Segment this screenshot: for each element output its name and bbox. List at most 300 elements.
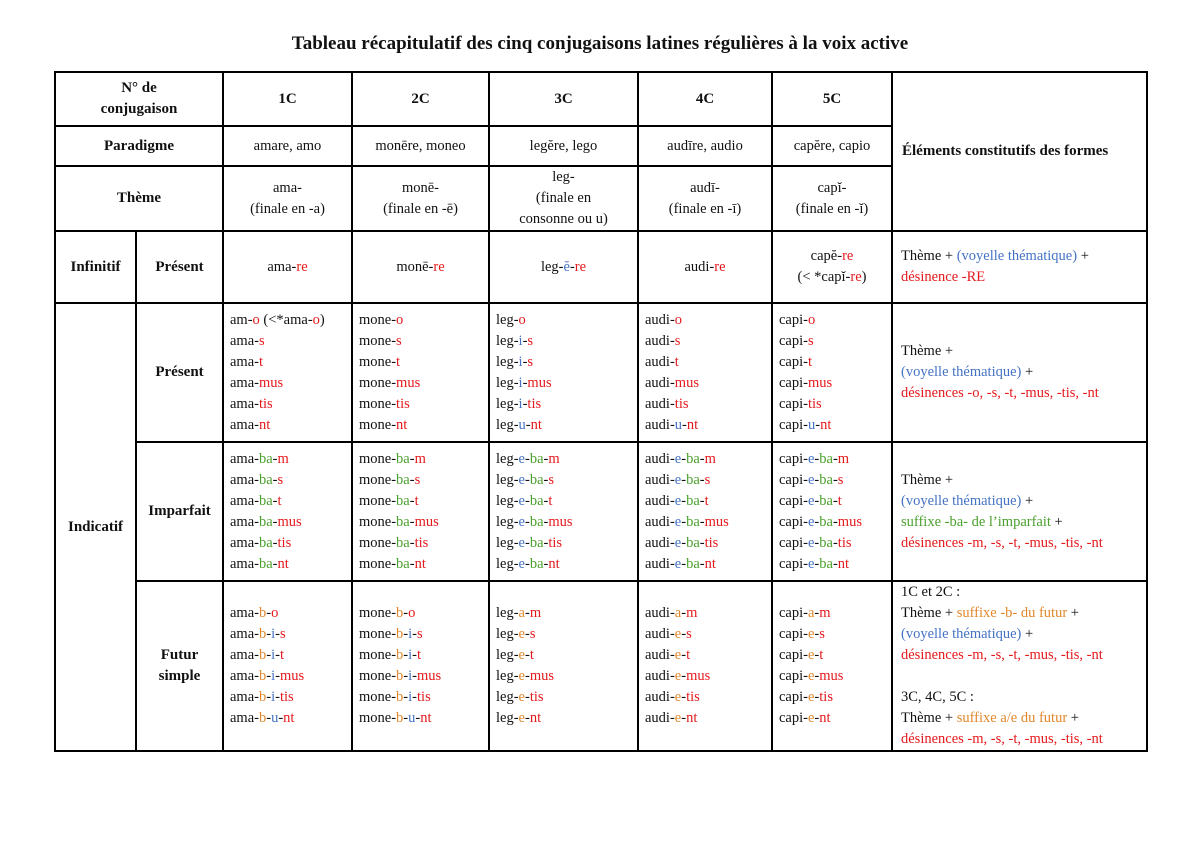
form-segment: ama- [230, 647, 259, 663]
form-segment: - [412, 626, 418, 642]
form-segment: - [275, 668, 280, 684]
form-segment: ba [258, 450, 273, 467]
form-segment: o [252, 311, 260, 328]
form-segment: e [807, 668, 815, 684]
form-segment: tis [819, 689, 833, 705]
form-line [359, 331, 482, 352]
form-segment: b [396, 626, 404, 642]
form-segment: - [814, 513, 820, 530]
form-segment: b [258, 605, 267, 621]
form-segment: - [415, 710, 421, 726]
form-line [645, 512, 765, 533]
form-segment: ama- [230, 668, 259, 684]
form-segment: - [524, 689, 530, 705]
form-segment: audi- [645, 689, 675, 705]
form-segment: t [837, 492, 842, 509]
conj-label-line-2: conjugaison [100, 101, 178, 117]
form-line [359, 666, 482, 687]
theme-line: leg- [552, 169, 575, 185]
imparfait-row [55, 442, 1147, 581]
theme-3c [489, 166, 638, 231]
form-segment: e [518, 513, 525, 530]
form-segment: - [522, 353, 528, 370]
form-segment: - [814, 605, 820, 621]
form-segment: - [814, 689, 820, 705]
form-segment: ba [529, 471, 544, 488]
form-segment: mone- [359, 647, 397, 663]
form-segment: nt [837, 555, 850, 572]
form-line [496, 491, 631, 512]
form-segment: e [518, 668, 525, 684]
form-segment: - [409, 534, 415, 551]
infinitif-row [55, 231, 1147, 303]
form-segment: tis [674, 395, 689, 412]
imparfait-5c [772, 442, 892, 581]
form-segment: e [674, 647, 682, 663]
form-segment: - [266, 710, 272, 726]
form-segment: mus [704, 513, 729, 530]
form-segment: + [1077, 248, 1089, 264]
form-segment: o [408, 605, 416, 621]
form-segment: capi- [779, 471, 808, 488]
form-segment: s [674, 332, 681, 349]
form-segment: s [686, 626, 692, 642]
form-line [359, 257, 482, 278]
form-segment: a [807, 605, 815, 621]
form-segment: leg- [496, 534, 519, 551]
form-segment: - [409, 450, 415, 467]
form-segment: t [807, 353, 813, 370]
form-segment: mone- [359, 332, 397, 349]
form-segment: + [1067, 710, 1079, 726]
imparfait-2c [352, 442, 489, 581]
form-line [359, 352, 482, 373]
form-segment: - [681, 513, 687, 530]
form-segment: capĕ- [810, 248, 843, 264]
form-segment: capi- [779, 668, 808, 684]
theme-line: monē- [401, 179, 440, 196]
form-line [496, 687, 631, 708]
form-line [359, 603, 482, 624]
form-segment: leg- [496, 450, 519, 467]
form-segment: mone- [359, 534, 397, 551]
conjugation-table [54, 71, 1148, 752]
form-segment: - [412, 668, 418, 684]
form-segment: m [704, 450, 716, 467]
form-segment: re [842, 248, 854, 264]
paradigme-label: Paradigme [55, 126, 223, 166]
form-line [230, 491, 345, 512]
form-segment: nt [686, 710, 698, 726]
form-segment: - [522, 395, 528, 412]
header-row [55, 72, 1147, 126]
form-segment: u [408, 710, 416, 726]
form-segment: 3C, 4C, 5C : [901, 689, 974, 705]
form-segment: ba [258, 534, 273, 551]
form-segment: (voyelle thématique) [901, 364, 1022, 380]
form-segment: e [518, 710, 525, 726]
form-line [779, 491, 885, 512]
form-segment: - [543, 513, 549, 530]
form-segment: - [275, 647, 280, 663]
form-segment: e [674, 555, 682, 572]
elements-header: Éléments constitutifs des formes [892, 72, 1147, 231]
form-segment: - [682, 416, 687, 433]
form-line [359, 415, 482, 436]
form-segment: t [277, 492, 282, 509]
form-line [496, 394, 631, 415]
form-line [230, 708, 345, 729]
form-segment: ama- [230, 605, 259, 621]
form-line [230, 415, 345, 436]
form-segment: ba [686, 555, 700, 572]
form-segment: e [674, 668, 682, 684]
form-segment: tis [258, 395, 273, 412]
form-line [779, 512, 885, 533]
form-segment: audi- [645, 332, 675, 349]
form-segment: ama- [230, 534, 259, 551]
form-segment: nt [283, 710, 295, 726]
form-line [645, 666, 765, 687]
form-line [645, 645, 765, 666]
form-segment: - [272, 534, 278, 551]
form-segment: i [518, 332, 523, 349]
form-segment: b [396, 605, 404, 621]
form-segment: leg- [496, 710, 519, 726]
form-line [359, 449, 482, 470]
form-segment: m [548, 450, 560, 467]
form-segment: leg- [496, 311, 519, 328]
form-line [645, 491, 765, 512]
form-line [230, 666, 345, 687]
form-line [901, 383, 1140, 404]
form-segment: - [832, 471, 838, 488]
infinitif-5c [772, 231, 892, 303]
form-line [359, 373, 482, 394]
form-segment: - [272, 471, 278, 488]
form-segment: nt [277, 555, 289, 572]
form-segment: - [524, 492, 530, 509]
form-segment: u [271, 710, 279, 726]
theme-line: (finale en -ē) [383, 200, 458, 217]
form-segment: b [396, 689, 404, 705]
form-segment: s [807, 332, 814, 349]
form-segment: audi- [645, 647, 675, 663]
form-line [496, 257, 631, 278]
futur-1c [223, 581, 352, 751]
form-segment: - [681, 555, 687, 572]
form-segment: - [278, 710, 284, 726]
form-segment: audi- [645, 450, 675, 467]
form-line [230, 331, 345, 352]
present-3c [489, 303, 638, 442]
form-segment: - [543, 492, 549, 509]
form-line [496, 708, 631, 729]
paradigme-4c: audīre, audio [638, 126, 772, 166]
form-segment: capi- [779, 605, 808, 621]
form-segment: - [409, 555, 415, 572]
form-segment: e [807, 471, 815, 488]
form-line [230, 533, 345, 554]
form-line [645, 603, 765, 624]
form-line [779, 373, 885, 394]
present-description [892, 303, 1147, 442]
form-segment: re [433, 258, 445, 275]
form-segment: - [814, 555, 820, 572]
form-segment: s [396, 332, 402, 349]
futur-row [55, 581, 1147, 751]
form-segment: (voyelle thématique) [901, 492, 1022, 509]
form-segment: capi- [779, 492, 808, 509]
form-segment: mone- [359, 353, 397, 370]
form-segment: leg- [496, 374, 519, 391]
form-line [230, 554, 345, 575]
form-line [496, 645, 631, 666]
form-line [496, 373, 631, 394]
form-line [359, 512, 482, 533]
form-segment: - [524, 626, 530, 642]
form-segment: ba [529, 555, 544, 572]
form-segment: re [714, 258, 726, 275]
form-segment: - [524, 534, 530, 551]
form-line [359, 394, 482, 415]
form-segment: - [681, 605, 687, 621]
form-segment: i [518, 374, 523, 391]
form-segment: - [543, 471, 549, 488]
form-segment: ba [686, 492, 700, 509]
form-line [645, 257, 765, 278]
form-line [230, 257, 345, 278]
form-segment: e [674, 450, 682, 467]
form-segment: ama- [267, 258, 297, 275]
theme-line: ama- [273, 179, 302, 196]
form-segment: s [527, 332, 534, 349]
form-segment: désinences -m, -s, -t, -mus, -tis, -nt [901, 731, 1103, 747]
form-segment: (<*ama- [259, 311, 313, 328]
form-segment: - [524, 555, 530, 572]
form-segment: - [814, 710, 820, 726]
form-segment: ĕ [563, 258, 570, 275]
present-1c [223, 303, 352, 442]
form-segment: nt [414, 555, 426, 572]
theme-label: Thème [55, 166, 223, 231]
form-segment: tis [527, 395, 542, 412]
futur-label-line-1: Futur [160, 647, 199, 663]
form-line [230, 470, 345, 491]
form-line [230, 624, 345, 645]
form-line [496, 533, 631, 554]
column-header-5c: 5C [772, 72, 892, 126]
form-segment: - [524, 668, 530, 684]
futur-5c [772, 581, 892, 751]
theme-line: capĭ- [817, 179, 847, 196]
form-segment: ba [396, 534, 410, 551]
form-segment: b [396, 710, 404, 726]
form-segment: - [814, 450, 820, 467]
form-segment: nt [686, 416, 699, 433]
form-segment: e [807, 555, 815, 572]
form-segment: Thème + [901, 605, 957, 621]
form-segment: o [518, 311, 526, 328]
form-segment: mus [277, 513, 302, 530]
form-line [496, 415, 631, 436]
form-line [230, 645, 345, 666]
form-segment: e [807, 689, 815, 705]
form-line [230, 394, 345, 415]
form-segment: ba [819, 471, 833, 488]
form-segment: Thème + [901, 343, 954, 359]
form-segment: ba [396, 492, 410, 509]
form-segment: - [814, 534, 820, 551]
form-segment: e [807, 534, 815, 551]
form-segment: - [681, 492, 687, 509]
form-line [645, 310, 765, 331]
form-segment: capi- [779, 450, 808, 467]
form-line [645, 415, 765, 436]
imparfait-description [892, 442, 1147, 581]
form-segment: e [674, 534, 682, 551]
form-segment: ba [258, 471, 273, 488]
form-segment: - [832, 534, 838, 551]
form-line [645, 624, 765, 645]
form-segment: - [524, 710, 530, 726]
form-segment: - [522, 374, 528, 391]
form-segment: t [548, 492, 553, 509]
form-segment: ama- [230, 710, 259, 726]
form-segment: re [574, 258, 587, 275]
infinitif-4c [638, 231, 772, 303]
form-segment: - [814, 471, 820, 488]
form-segment: ba [396, 450, 410, 467]
form-line [779, 415, 885, 436]
theme-4c [638, 166, 772, 231]
form-segment: - [543, 534, 549, 551]
form-segment: leg- [496, 647, 519, 663]
form-segment: t [258, 353, 264, 370]
form-segment: t [819, 647, 824, 663]
form-segment: ba [529, 513, 544, 530]
form-line [496, 603, 631, 624]
form-segment: i [408, 689, 413, 705]
form-segment: i [408, 626, 413, 642]
form-segment: e [807, 626, 815, 642]
form-segment: + [1050, 513, 1063, 530]
form-segment: e [518, 555, 525, 572]
form-segment: ama- [230, 416, 259, 433]
form-segment: ba [258, 555, 273, 572]
form-line [496, 624, 631, 645]
form-line [901, 341, 1140, 362]
form-segment: ba [819, 534, 833, 551]
form-segment: e [674, 710, 682, 726]
form-line [901, 603, 1140, 624]
description-line [901, 267, 1140, 288]
form-segment: o [312, 311, 320, 328]
column-header-3c: 3C [489, 72, 638, 126]
form-line [359, 310, 482, 331]
form-segment: - [815, 416, 821, 433]
form-line [359, 491, 482, 512]
form-segment: u [674, 416, 683, 433]
form-line [645, 554, 765, 575]
form-line [901, 491, 1140, 512]
form-line [779, 331, 885, 352]
futur-label-line-2: simple [158, 668, 201, 684]
form-segment: - [403, 647, 409, 663]
form-line [645, 533, 765, 554]
form-line [496, 310, 631, 331]
form-segment: i [271, 647, 276, 663]
form-segment: désinence -RE [901, 269, 986, 285]
form-segment: s [277, 471, 284, 488]
form-segment: nt [420, 710, 432, 726]
form-segment: nt [548, 555, 560, 572]
form-segment: ama- [230, 492, 259, 509]
form-segment: audi- [645, 492, 675, 509]
form-segment: capi- [779, 513, 808, 530]
form-segment: s [837, 471, 844, 488]
form-segment: leg- [496, 332, 519, 349]
form-segment: nt [396, 416, 408, 433]
form-line [496, 331, 631, 352]
form-segment: mone- [359, 605, 397, 621]
form-line [901, 533, 1140, 554]
form-line [901, 362, 1140, 383]
form-segment: s [529, 626, 536, 642]
form-segment: b [258, 710, 267, 726]
form-segment: - [699, 492, 705, 509]
form-segment: désinences -o, -s, -t, -mus, -tis, -nt [901, 385, 1099, 401]
form-segment: tis [529, 689, 544, 705]
page-title: Tableau récapitulatif des cinq conjugaisons latines régulières à la voix active [291, 33, 909, 54]
paradigme-5c: capĕre, capio [772, 126, 892, 166]
form-segment: m [686, 605, 698, 621]
form-segment: désinences -m, -s, -t, -mus, -tis, -nt [901, 534, 1103, 551]
form-segment: ba [819, 492, 833, 509]
paradigme-1c: amare, amo [223, 126, 352, 166]
form-segment: i [408, 647, 413, 663]
form-line [779, 624, 885, 645]
form-segment: ama- [230, 513, 259, 530]
form-segment: - [266, 605, 272, 621]
form-segment: capi- [779, 626, 808, 642]
form-segment: - [403, 626, 409, 642]
form-segment: e [518, 647, 525, 663]
form-segment: - [699, 534, 705, 551]
present-row [55, 303, 1147, 442]
form-segment: e [674, 513, 682, 530]
form-segment: e [807, 513, 815, 530]
indicatif-label: Indicatif [55, 303, 136, 751]
form-segment: ba [258, 492, 273, 509]
form-segment: leg- [496, 395, 519, 412]
theme-line: (finale en -ī) [668, 200, 742, 217]
present-2c [352, 303, 489, 442]
form-segment: ba [686, 471, 700, 488]
form-line [779, 666, 885, 687]
form-segment: - [814, 492, 820, 509]
form-segment: mus [819, 668, 844, 684]
form-segment: nt [819, 710, 831, 726]
form-segment: - [403, 689, 409, 705]
form-segment: leg- [496, 668, 519, 684]
description-line [901, 246, 1140, 267]
theme-1c [223, 166, 352, 231]
form-line [645, 687, 765, 708]
form-segment: b [396, 647, 404, 663]
form-segment: - [832, 450, 838, 467]
form-line [779, 603, 885, 624]
